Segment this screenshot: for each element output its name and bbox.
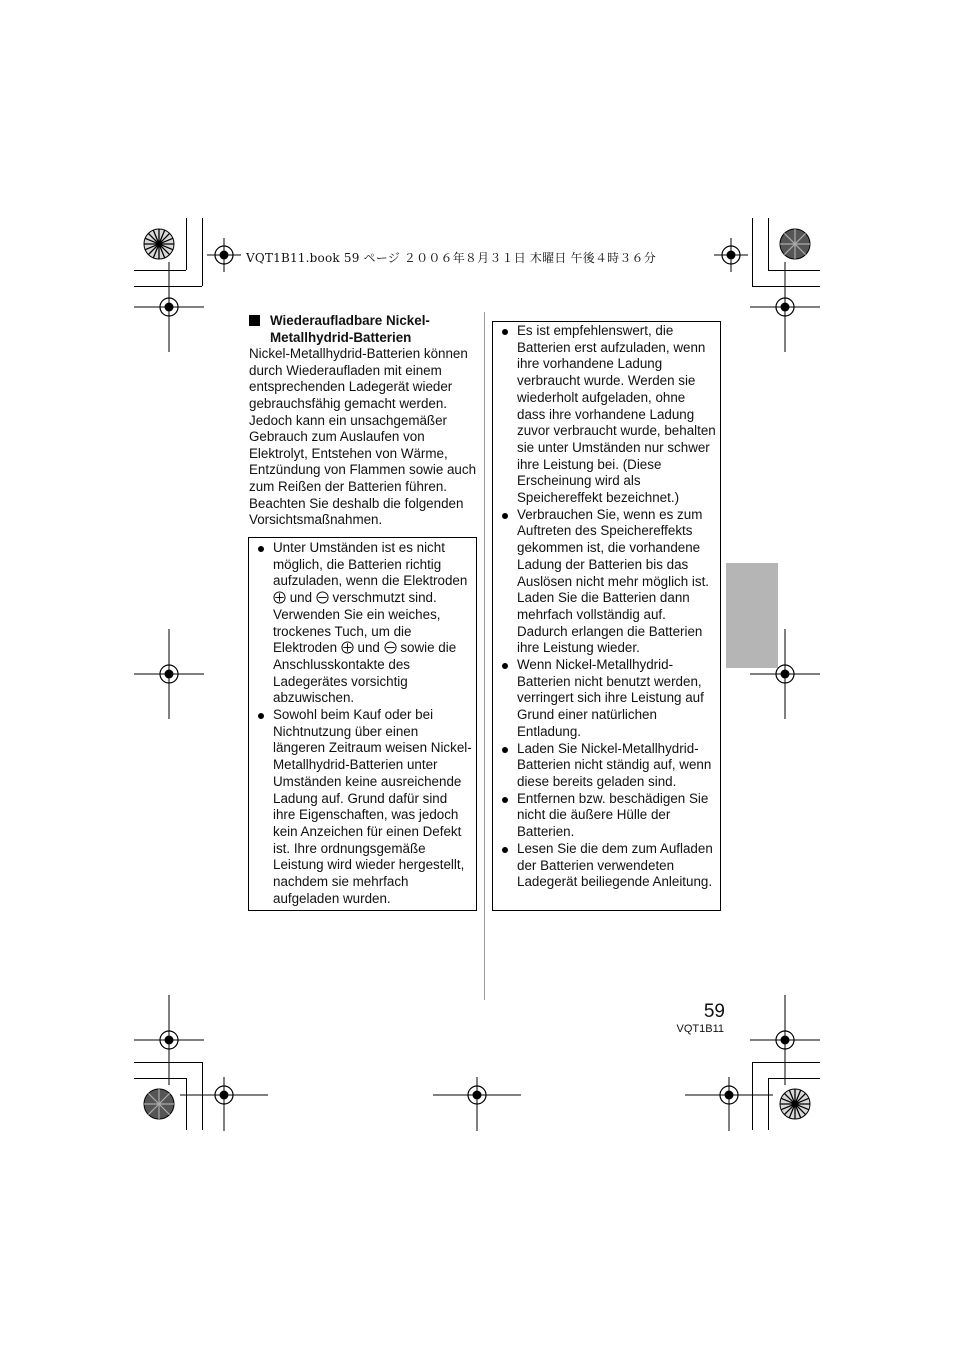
section-heading bbox=[249, 313, 481, 346]
item-text: Es ist empfehlenswert, die Batterien erst aufzuladen, wenn ihre vorhandene Ladung verbraucht wurde. Werden sie wiederholt aufgeladen, ohne dass ihre vorhandene Ladung zuvor verbraucht wurde, behalten sie unter Umständen nur schwer ihre Leistung bei. (Diese Erscheinung wird als Speichereffekt bezeichnet.) bbox=[517, 323, 716, 506]
plus-circle-icon bbox=[341, 641, 354, 654]
bullet-dot-icon bbox=[502, 663, 508, 669]
item-text: Unter Umständen ist es nicht möglich, die Batterien richtig aufzuladen, wenn die Elektroden bbox=[273, 540, 468, 589]
item-text: Laden Sie Nickel-Metallhydrid-Batterien nicht ständig auf, wenn diese bereits geladen sind. bbox=[517, 740, 712, 789]
bullet-dot-icon bbox=[502, 797, 508, 803]
item-text: und bbox=[357, 640, 380, 656]
item-text: und bbox=[289, 590, 313, 606]
starburst-target-icon bbox=[143, 1088, 175, 1120]
crosshair-icon bbox=[134, 262, 204, 352]
list-item bbox=[496, 657, 716, 741]
bullet-dot-icon bbox=[502, 747, 508, 753]
plus-circle-icon bbox=[273, 591, 286, 604]
starburst-target-icon bbox=[779, 1088, 811, 1120]
intro-paragraph: Nickel-Metallhydrid-Batterien können durch Wiederaufladen mit einem entsprechenden Ladegerät wieder gebrauchsfähig gemacht werden. Jedoch kann ein unsachgemäßer Gebrauch zum Auslaufen von Elektrolyt, Entstehen von Wärme, Entzündung von Flammen sowie auch zum Reißen der Batterien führen. Beachten Sie deshalb die folgenden Vorsichtsmaßnahmen. bbox=[249, 346, 477, 528]
section-title-line2: Metallhydrid-Batterien bbox=[270, 329, 412, 345]
list-item bbox=[496, 323, 716, 507]
item-text: sowie die Anschlusskontakte des Ladegerätes vorsichtig abzuwischen. bbox=[273, 640, 457, 706]
bullet-dot-icon bbox=[502, 329, 508, 335]
item-text: Entfernen bzw. beschädigen Sie nicht die äußere Hülle der Batterien. bbox=[517, 790, 709, 840]
crosshair-icon bbox=[207, 238, 241, 272]
starburst-target-icon bbox=[779, 228, 811, 260]
precautions-list-left bbox=[252, 540, 472, 907]
crosshair-icon bbox=[134, 629, 204, 719]
list-item bbox=[252, 707, 472, 907]
item-text: Wenn Nickel-Metallhydrid-Batterien nicht benutzt werden, verringert sich ihre Leistung auf Grund einer natürlichen Entladung. bbox=[517, 657, 704, 739]
bullet-dot-icon bbox=[258, 713, 264, 719]
item-text: verschmutzt sind. Verwenden Sie ein weiches, trockenes Tuch, um die Elektroden bbox=[273, 590, 441, 656]
bullet-dot-icon bbox=[258, 546, 264, 552]
minus-circle-icon bbox=[384, 641, 397, 654]
list-item bbox=[496, 507, 716, 657]
crosshair-icon bbox=[134, 995, 204, 1085]
column-divider bbox=[484, 312, 485, 1000]
crosshair-icon bbox=[180, 1077, 268, 1131]
section-tab-marker bbox=[726, 563, 778, 668]
precautions-box-left bbox=[248, 537, 477, 911]
bullet-dot-icon bbox=[502, 513, 508, 519]
crosshair-icon bbox=[750, 262, 820, 352]
bullet-dot-icon bbox=[502, 847, 508, 853]
section-title-line1: Wiederaufladbare Nickel- bbox=[270, 313, 430, 328]
crosshair-icon bbox=[685, 1077, 773, 1131]
square-bullet-icon bbox=[249, 315, 260, 326]
section-title bbox=[270, 313, 430, 346]
crosshair-icon bbox=[714, 238, 748, 272]
list-item bbox=[496, 791, 716, 841]
item-text: Sowohl beim Kauf oder bei Nichtnutzung über einen längeren Zeitraum weisen Nickel-Metallhydrid-Batterien unter Umständen keine ausreichende Ladung auf. Grund dafür sind ihre Eigenschaften, was jedoch kein Anzeichen für einen Defekt ist. Ihre ordnungsgemäße Leistung wird wieder hergestellt, nachdem sie mehrfach aufgeladen wurden. bbox=[273, 707, 472, 906]
item-text: Verbrauchen Sie, wenn es zum Auftreten des Speichereffekts gekommen ist, die vorhandene Ladung der Batterien bis das Auslösen nicht mehr möglich ist. Laden Sie die Batterien dann mehrfach vollständig auf. Dadurch erlangen die Batterien ihre Leistung wieder. bbox=[517, 506, 710, 656]
precautions-box-right bbox=[492, 321, 721, 911]
list-item bbox=[496, 741, 716, 791]
print-info-header: VQT1B11.book 59 ページ ２００６年８月３１日 木曜日 午後４時３６分 bbox=[246, 251, 656, 265]
crosshair-icon bbox=[433, 1077, 521, 1131]
document-code: VQT1B11 bbox=[676, 1023, 724, 1035]
page-number: 59 bbox=[703, 1001, 725, 1022]
precautions-list-right bbox=[496, 323, 716, 891]
list-item bbox=[496, 841, 716, 891]
crosshair-icon bbox=[750, 995, 820, 1085]
list-item bbox=[252, 540, 472, 707]
starburst-target-icon bbox=[143, 228, 175, 260]
intro-section bbox=[249, 313, 481, 529]
item-text: Lesen Sie die dem zum Aufladen der Batterien verwendeten Ladegerät beiliegende Anleitung. bbox=[517, 840, 713, 890]
minus-circle-icon bbox=[316, 591, 329, 604]
